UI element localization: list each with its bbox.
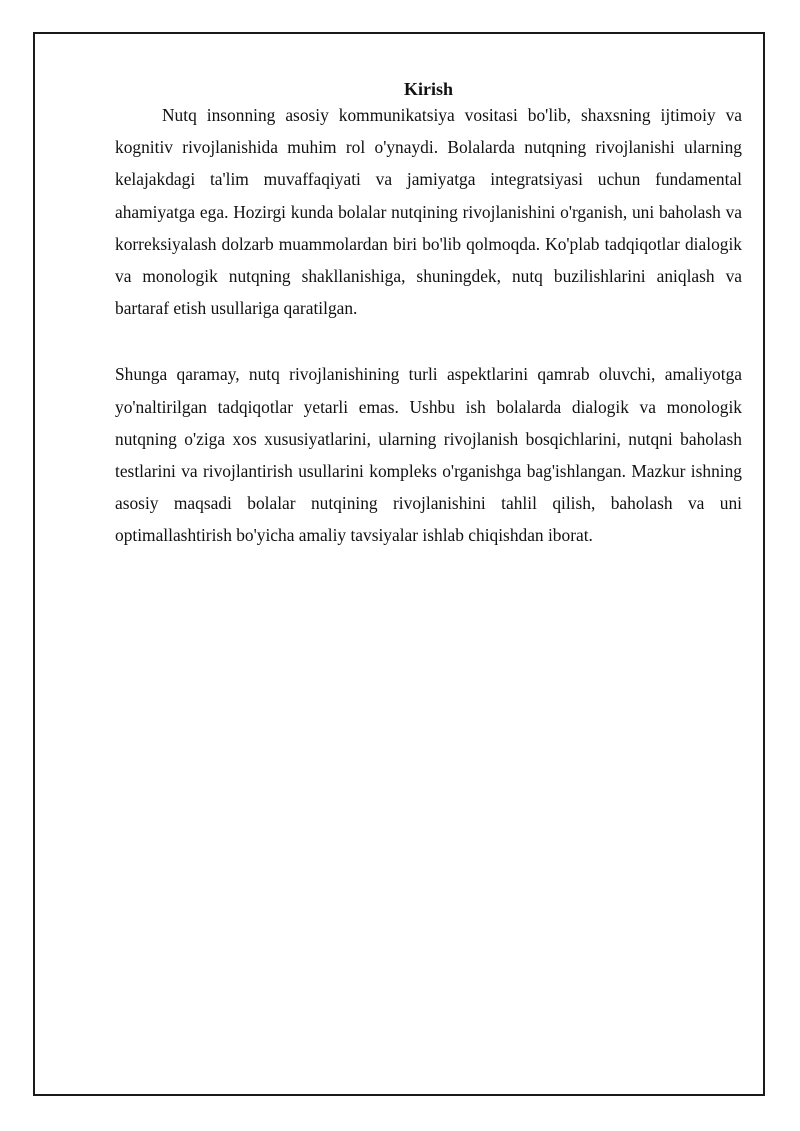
page-content [115,76,742,552]
paragraph-aim: Shunga qaramay, nutq rivojlanishining turli aspektlarini qamrab oluvchi, amaliyotga yo'naltirilgan tadqiqotlar yetarli emas. Ushbu ish bolalarda dialogik va monologik nutqning o'ziga xos xususiyatlarini, ularning rivojlanish bosqichlarini, nutqni baholash testlarini va rivojlantirish usullarini kompleks o'rganishga bag'ishlangan. Mazkur ishning asosiy maqsadi bolalar nutqining rivojlanishini tahlil qilish, baholash va uni optimallashtirish bo'yicha amaliy tavsiyalar ishlab chiqishdan iborat. [115,364,742,546]
section-title: Kirish [403,79,453,99]
paragraph-intro: Nutq insonning asosiy kommunikatsiya vositasi bo'lib, shaxsning ijtimoiy va kognitiv rivojlanishida muhim rol o'ynaydi. Bolalarda nutqning rivojlanishi ularning kelajakdagi ta'lim muvaffaqiyati va jamiyatga integratsiyasi uchun fundamental ahamiyatga ega. Hozirgi kunda bolalar nutqining rivojlanishini o'rganish, uni baholash va korreksiyalash dolzarb muammolardan biri bo'lib qolmoqda. Ko'plab tadqiqotlar dialogik va monologik nutqning shakllanishiga, shuningdek, nutq buzilishlarini aniqlash va bartaraf etish usullariga qaratilgan. [115,105,742,319]
paragraph-gap [115,324,742,358]
